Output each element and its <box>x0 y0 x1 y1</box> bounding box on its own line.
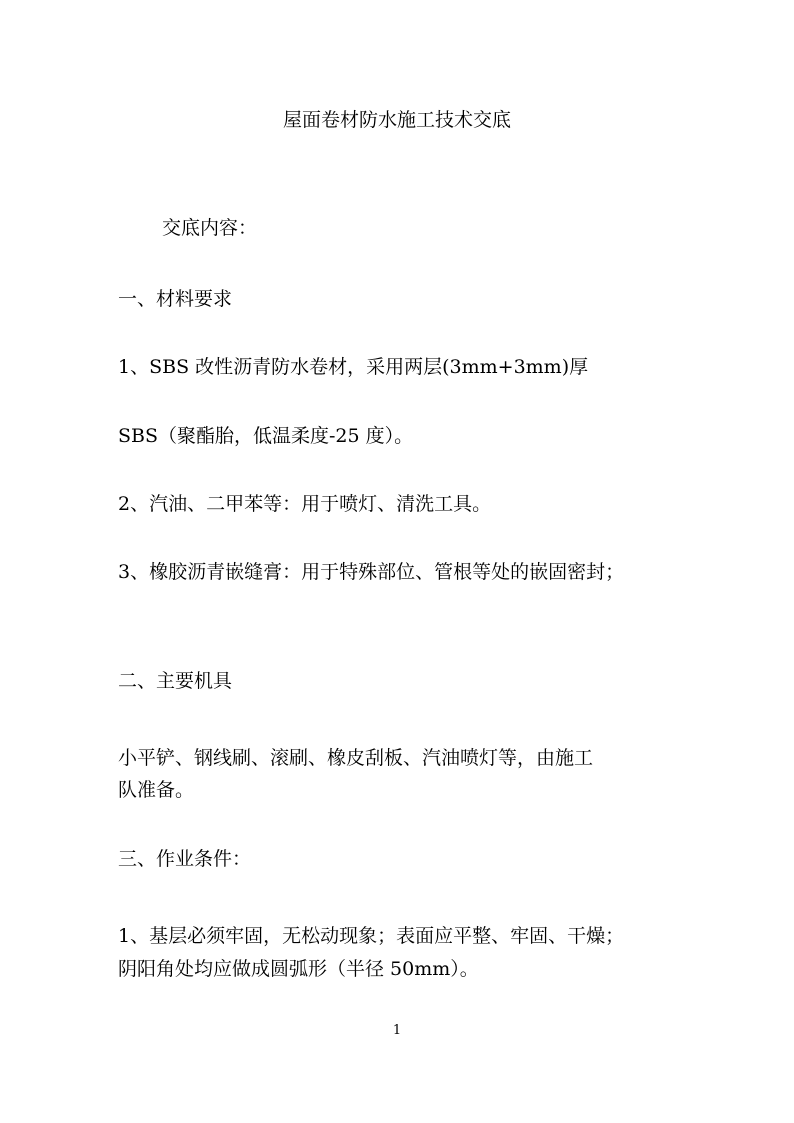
material-item-1-line-1: 1、SBS 改性沥青防水卷材，采用两层(3mm+3mm)厚 <box>118 356 589 378</box>
section-heading-conditions: 三、作业条件： <box>118 848 252 870</box>
section-heading-materials: 一、材料要求 <box>118 288 233 310</box>
document-title: 屋面卷材防水施工技术交底 <box>282 109 511 131</box>
tools-line-2: 队准备。 <box>118 779 195 801</box>
material-item-1-line-2: SBS（聚酯胎，低温柔度-25 度）。 <box>118 425 414 447</box>
intro-label: 交底内容： <box>162 217 258 239</box>
page-number: 1 <box>392 1023 402 1038</box>
material-item-2: 2、汽油、二甲苯等：用于喷灯、清洗工具。 <box>118 493 492 515</box>
material-item-3: 3、橡胶沥青嵌缝膏：用于特殊部位、管根等处的嵌固密封； <box>118 561 625 583</box>
condition-item-1-line-1: 1、基层必须牢固，无松动现象；表面应平整、牢固、干燥； <box>118 925 625 947</box>
section-heading-tools: 二、主要机具 <box>118 670 233 692</box>
tools-line-1: 小平铲、钢线刷、滚刷、橡皮刮板、汽油喷灯等，由施工 <box>118 747 594 769</box>
condition-item-1-line-2: 阴阳角处均应做成圆弧形（半径 50mm）。 <box>118 958 479 980</box>
